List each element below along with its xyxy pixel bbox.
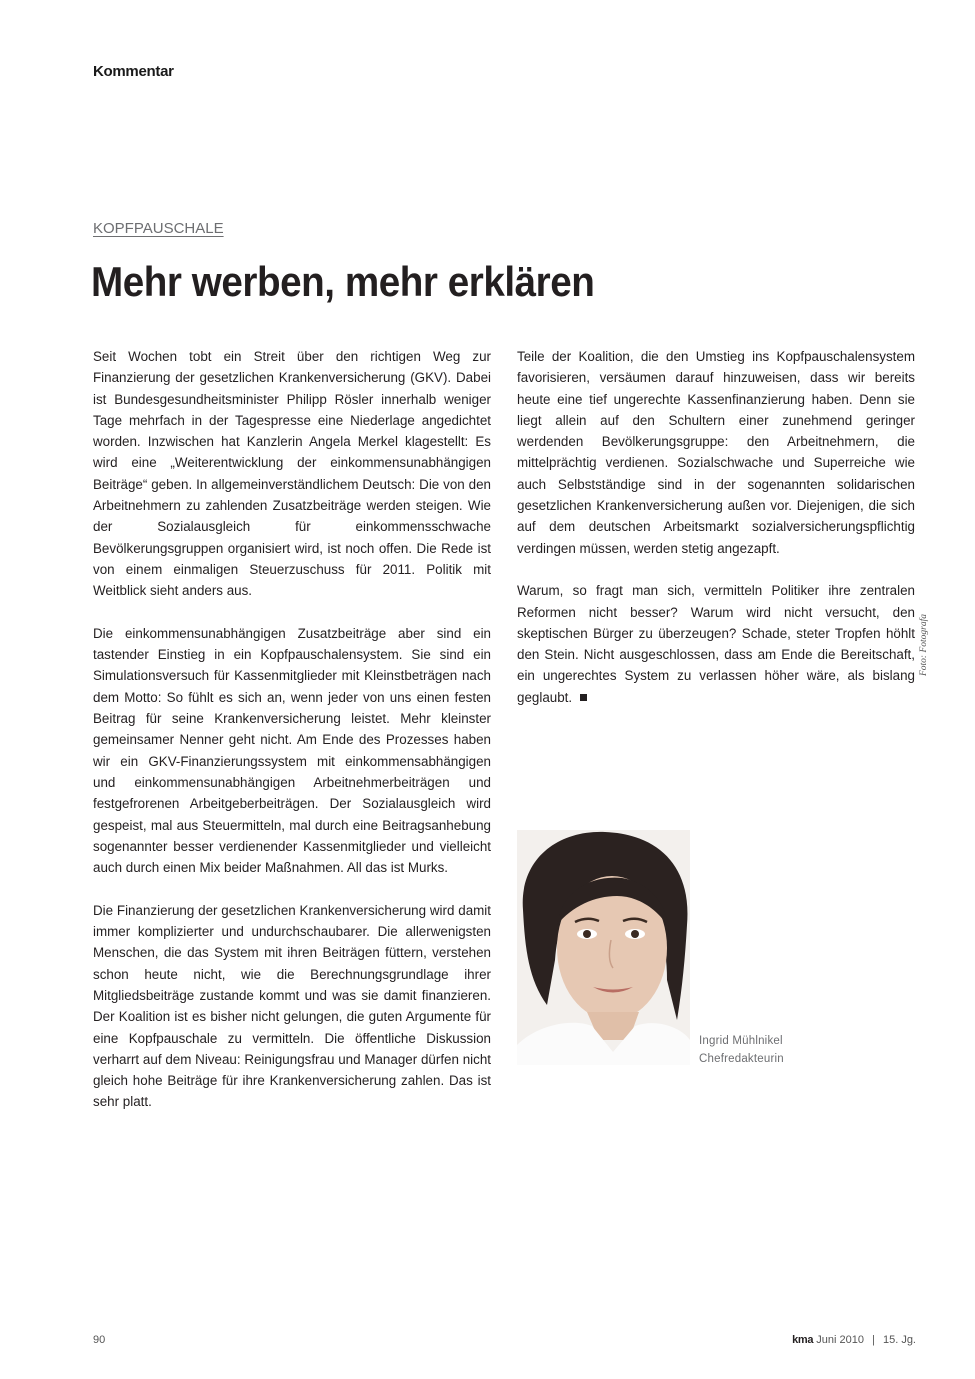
author-portrait — [517, 830, 690, 1065]
author-role: Chefredakteurin — [699, 1053, 784, 1065]
portrait-illustration — [517, 830, 690, 1065]
body-paragraph: Teile der Koalition, die den Umstieg ins Kopfpauschalensystem favorisieren, versäumen darauf hinzuweisen, dass wir bereits heute eine tief ungerechte Kassenfinanzierung haben. Denn sie liegt allein auf den Schultern einer zunehmend geringer werdenden Bevölkerungsgruppe: den Arbeitnehmern, die mittelprächtig verdienen. Sozialschwache und Superreiche wie auch Selbstständige sind in der sogenannten solidarischen gesetzlichen Krankenversicherung außen vor. Diejenigen, die sich auf dem deutschen Arbeitsmarkt sozialversicherungspflichtig verdingen müssen, werden stetig angezapft. — [517, 349, 915, 556]
article-column-left — [93, 346, 491, 1134]
body-paragraph: Die Finanzierung der gesetzlichen Krankenversicherung wird damit immer komplizierter und undurchschaubarer. Die allerwenigsten Menschen, die das System mit ihren Beiträgen füttern, verstehen schon heute nicht, wie die Berechnungsgrundlage ihrer Mitgliedsbeiträge zustande kommt und was sie damit finanzieren. Der Koalition ist es bisher nicht gelungen, die guten Argumente für eine Kopfpauschale zu vermitteln. Die öffentliche Diskussion verharrt auf dem Niveau: Reinigungsfrau und Manager dürfen nicht gleich hohe Beiträge für ihre Krankenversicherung zahlen. Das ist sehr platt. — [93, 902, 491, 1110]
body-paragraph-last — [517, 580, 915, 708]
section-label: Kommentar — [93, 63, 174, 80]
footer-issue-info — [792, 1334, 916, 1346]
body-paragraph: Die einkommensunabhängigen Zusatzbeiträge aber sind ein tastender Einstieg in ein Kopfpauschalensystem. Sie sind ein Simulationsversuch für Kassenmitglieder mit Kleinstbeträgen nach dem Motto: So fühlt es sich an, wenn jeder von uns einen festen Beitrag für seine Krankenversicherung leistet. Mehr kleinster gemeinsamer Nenner geht nicht. Am Ende des Prozesses haben wir ein GKV-Finanzierungssystem mit einkommensabhängigen und einkommensunabhängigen Arbeitnehmerbeiträgen und festgefrorenen Arbeitgeberbeiträgen. Der Sozialausgleich wird gespeist, mal aus Steuermitteln, mal durch eine Beitragsanhebung sogenannter besser verdienender Kassenmitglieder und vielleicht auch durch einen Mix beider Maßnahmen. All das ist Murks. — [93, 625, 491, 876]
article-kicker: KOPFPAUSCHALE — [93, 220, 224, 237]
portrait-caption — [699, 1032, 784, 1068]
author-name: Ingrid Mühlnikel — [699, 1035, 783, 1047]
article-title: Mehr werben, mehr erklären — [91, 258, 595, 305]
issue-date: Juni 2010 — [816, 1334, 864, 1346]
end-mark-icon — [580, 694, 587, 701]
body-paragraph-text: Warum, so fragt man sich, vermitteln Politiker ihre zentralen Reformen nicht besser? Warum wird nicht versucht, den skeptischen Bürger zu überzeugen? Schade, steter Tropfen höhlt den Stein. Nicht ausgeschlossen, dass am Ende die Bereitschaft, ein ungerechtes System zu verlassen höher wäre, als bislang geglaubt. — [517, 583, 915, 705]
magazine-brand: kma — [792, 1334, 814, 1346]
volume: 15. Jg. — [882, 1334, 916, 1346]
article-column-right — [517, 346, 915, 729]
footer-separator: | — [872, 1334, 875, 1346]
photo-credit: Foto: Fotografa — [919, 613, 929, 677]
body-paragraph: Seit Wochen tobt ein Streit über den richtigen Weg zur Finanzierung der gesetzlichen Krankenversicherung (GKV). Dabei ist Bundesgesundheitsminister Philipp Rösler innerhalb weniger Tage mehrfach in der Tagespresse eine Niederlage angedichtet worden. Inzwischen hat Kanzlerin Angela Merkel klagestellt: Es wird eine „Weiterentwicklung der einkommensunabhängigen Beiträge“ geben. In allgemeinverständlichem Deutsch: Die von den Arbeitnehmern zu zahlenden Zusatzbeiträge werden steigen. Wie der Sozialausgleich für einkommensschwache Bevölkerungsgruppen organisiert wird, ist noch offen. Die Rede ist von einem einmaligen Steuerzuschuss für 2011. Politik mit Weitblick sieht anders aus. — [93, 349, 491, 599]
page-number: 90 — [93, 1334, 106, 1346]
